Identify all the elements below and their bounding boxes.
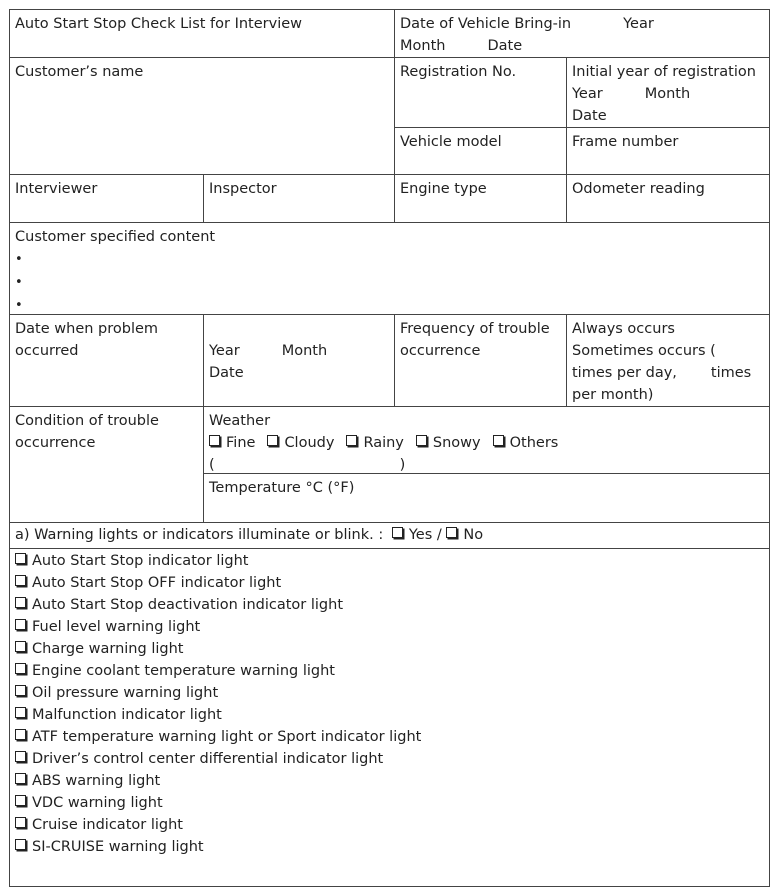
yes-checkbox-icon[interactable] — [392, 527, 403, 538]
checkbox-icon[interactable] — [15, 817, 26, 828]
warning-question-cell — [10, 523, 769, 549]
checkbox-icon[interactable] — [15, 575, 26, 586]
checkbox-icon[interactable] — [15, 773, 26, 784]
customer-name-cell[interactable] — [10, 58, 395, 175]
interviewer-label: Interviewer — [15, 181, 98, 197]
checkbox-icon[interactable] — [15, 795, 26, 806]
checkbox-icon[interactable] — [15, 839, 26, 850]
indicator-item[interactable]: Driver’s control center differential indicator light — [15, 748, 764, 770]
engine-type-label: Engine type — [400, 181, 487, 197]
checkbox-icon[interactable] — [15, 707, 26, 718]
indicator-item[interactable]: ATF temperature warning light or Sport indicator light — [15, 726, 764, 748]
registration-no-label: Registration No. — [400, 64, 517, 80]
bring-in-year: Year — [623, 16, 654, 32]
frame-number-label: Frame number — [572, 134, 679, 150]
customer-content-cell[interactable] — [10, 223, 769, 315]
sometimes-occurs-option[interactable]: Sometimes occurs ( — [572, 343, 716, 359]
inspector-cell[interactable] — [204, 175, 395, 223]
no-option[interactable]: No — [463, 527, 484, 543]
no-checkbox-icon[interactable] — [446, 527, 457, 538]
odometer-label: Odometer reading — [572, 181, 705, 197]
customer-content-bullets — [15, 248, 764, 317]
problem-date-month: Month — [281, 343, 328, 359]
registration-no-cell[interactable] — [395, 58, 567, 128]
bullet-line[interactable] — [15, 294, 764, 317]
checkbox-icon[interactable] — [15, 751, 26, 762]
indicator-item[interactable]: Auto Start Stop deactivation indicator light — [15, 594, 764, 616]
customer-name-label: Customer’s name — [15, 64, 144, 80]
indicator-item[interactable]: Cruise indicator light — [15, 814, 764, 836]
weather-cell[interactable] — [204, 407, 769, 474]
weather-rainy-option[interactable]: Rainy — [346, 432, 403, 454]
problem-date-year: Year — [209, 343, 240, 359]
inspector-label: Inspector — [209, 181, 277, 197]
indicator-item[interactable]: SI-CRUISE warning light — [15, 836, 764, 858]
initial-registration-label: Initial year of registration — [572, 64, 756, 80]
initial-registration-cell[interactable] — [567, 58, 769, 128]
problem-date-label: Date when problem occurred — [15, 321, 159, 359]
initial-registration-date: Date — [572, 108, 607, 124]
weather-others-option[interactable]: Others — [493, 432, 559, 454]
always-occurs-option[interactable]: Always occurs — [572, 321, 675, 337]
checkbox-icon[interactable] — [15, 641, 26, 652]
others-paren-close: ) — [399, 457, 406, 473]
checkbox-icon[interactable] — [267, 435, 278, 446]
weather-cloudy-option[interactable]: Cloudy — [267, 432, 334, 454]
checkbox-icon[interactable] — [15, 619, 26, 630]
frame-number-cell[interactable] — [567, 128, 769, 175]
temperature-cell[interactable] — [204, 474, 769, 523]
bring-in-month: Month — [400, 38, 446, 54]
checkbox-icon[interactable] — [15, 685, 26, 696]
checkbox-icon[interactable] — [346, 435, 357, 446]
indicator-item[interactable]: Auto Start Stop indicator light — [15, 550, 764, 572]
indicator-item[interactable]: Charge warning light — [15, 638, 764, 660]
temperature-label: Temperature °C (°F) — [209, 480, 355, 496]
weather-fine-option[interactable]: Fine — [209, 432, 255, 454]
indicator-light-list — [10, 549, 769, 886]
checkbox-icon[interactable] — [15, 597, 26, 608]
engine-type-cell[interactable] — [395, 175, 567, 223]
checkbox-icon[interactable] — [416, 435, 427, 446]
interview-check-list-form — [9, 9, 770, 887]
vehicle-model-cell[interactable] — [395, 128, 567, 175]
frequency-options-cell[interactable] — [567, 315, 769, 407]
bullet-line[interactable] — [15, 248, 764, 271]
checkbox-icon[interactable] — [15, 729, 26, 740]
customer-content-label: Customer specified content — [15, 229, 216, 245]
indicator-item[interactable]: VDC warning light — [15, 792, 764, 814]
checkbox-icon[interactable] — [15, 553, 26, 564]
form-title: Auto Start Stop Check List for Interview — [15, 16, 303, 32]
problem-date-label-cell — [10, 315, 204, 407]
others-paren-open: ( — [209, 457, 215, 473]
times-per-month: times per month) — [572, 365, 752, 403]
problem-date-date: Date — [209, 365, 244, 381]
interviewer-cell[interactable] — [10, 175, 204, 223]
vehicle-model-label: Vehicle model — [400, 134, 502, 150]
frequency-label: Frequency of trouble occurrence — [400, 321, 550, 359]
indicator-item[interactable]: Oil pressure warning light — [15, 682, 764, 704]
weather-snowy-option[interactable]: Snowy — [416, 432, 481, 454]
frequency-label-cell — [395, 315, 567, 407]
initial-registration-month: Month — [644, 86, 691, 102]
initial-registration-year: Year — [572, 86, 603, 102]
title-cell — [10, 10, 395, 58]
odometer-cell[interactable] — [567, 175, 769, 223]
bullet-line[interactable] — [15, 271, 764, 294]
yes-option[interactable]: Yes / — [408, 527, 442, 543]
checkbox-icon[interactable] — [493, 435, 504, 446]
condition-label-cell — [10, 407, 204, 523]
indicator-item[interactable]: Fuel level warning light — [15, 616, 764, 638]
times-per-day: times per day, — [572, 365, 677, 381]
indicator-item[interactable]: Malfunction indicator light — [15, 704, 764, 726]
weather-label: Weather — [209, 413, 271, 429]
problem-date-value-cell[interactable] — [204, 315, 395, 407]
indicator-item[interactable]: Engine coolant temperature warning light — [15, 660, 764, 682]
bring-in-date: Date — [487, 38, 523, 54]
checkbox-icon[interactable] — [209, 435, 220, 446]
bring-in-label: Date of Vehicle Bring-in — [400, 16, 572, 32]
indicator-item[interactable]: Auto Start Stop OFF indicator light — [15, 572, 764, 594]
indicator-item[interactable]: ABS warning light — [15, 770, 764, 792]
checkbox-icon[interactable] — [15, 663, 26, 674]
bring-in-date-cell[interactable] — [395, 10, 769, 58]
warning-question-text: a) Warning lights or indicators illuminate or blink. : — [15, 527, 384, 543]
condition-label: Condition of trouble occurrence — [15, 413, 159, 451]
